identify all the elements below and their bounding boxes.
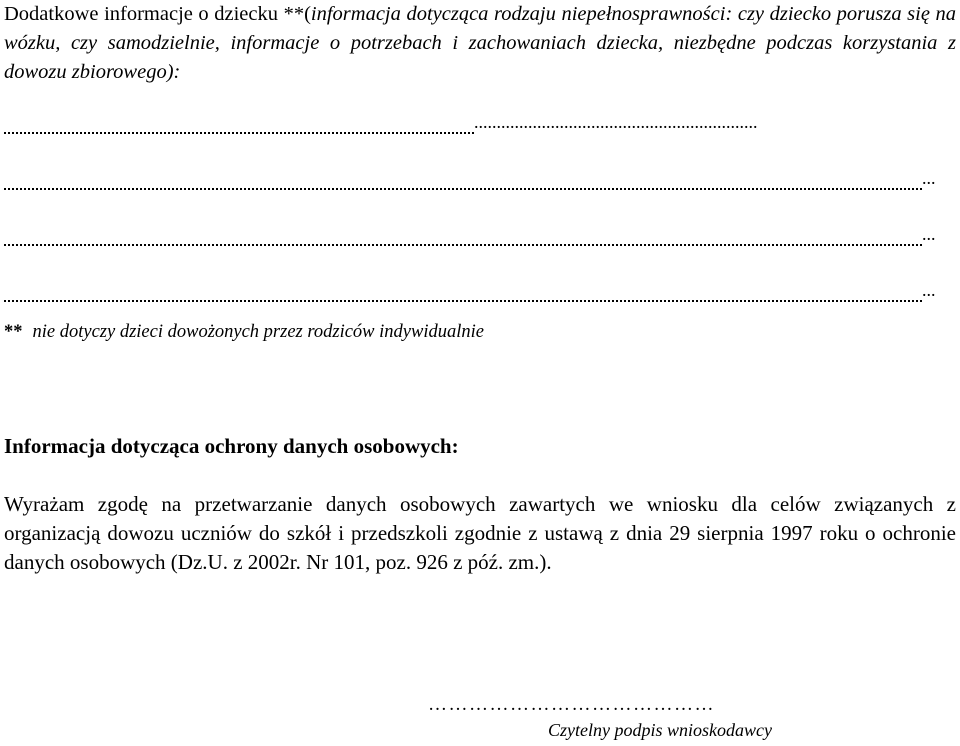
consent-statement: Wyrażam zgodę na przetwarzanie danych osobowych zawartych we wniosku dla celów związanych z organizacją dowozu uczniów do szkół i przedszkoli zgodnie z ustawą z dnia 29 sierpnia 1997 roku o ochronie danych osobowych (Dz.U. z 2002r. Nr 101, poz. 926 z póź. zm.).: [4, 492, 956, 574]
dotted-fill-leader: [4, 286, 922, 302]
footnote: [4, 322, 956, 343]
dotted-fill-line-3[interactable]: [4, 222, 950, 246]
dotted-fill-tail: ...: [922, 224, 936, 244]
footnote-text: nie dotyczy dzieci dowożonych przez rodziców indywidualnie: [32, 322, 484, 342]
dotted-fill-line-4[interactable]: [4, 278, 950, 302]
dotted-fill-tail: ...: [922, 280, 936, 300]
dotted-fill-tail: ...............................................................: [474, 112, 758, 132]
additional-info-paragraph: [4, 0, 956, 87]
signature-line[interactable]: ……………………………………: [428, 694, 715, 715]
dotted-fill-leader: [4, 174, 922, 190]
dotted-fill-tail: ...: [922, 168, 936, 188]
additional-info-description: informacja dotycząca rodzaju niepełnosprawności: czy dziecko porusza się na wózku, czy samodzielnie, informacje o potrzebach i zachowaniach dziecka, niezbędne podczas korzystania z dowozu zbiorowego):: [4, 3, 956, 83]
signature-label: Czytelny podpis wnioskodawcy: [548, 720, 772, 740]
footnote-marker: **: [4, 322, 23, 342]
dotted-fill-leader: [4, 230, 922, 246]
data-protection-heading: Informacja dotycząca ochrony danych osobowych:: [4, 434, 459, 458]
dotted-fill-leader: [4, 118, 474, 134]
dotted-fill-line-2[interactable]: [4, 166, 950, 190]
dotted-fill-line-1[interactable]: [4, 110, 950, 134]
additional-info-lead: Dodatkowe informacje o dziecku **(: [4, 3, 311, 25]
